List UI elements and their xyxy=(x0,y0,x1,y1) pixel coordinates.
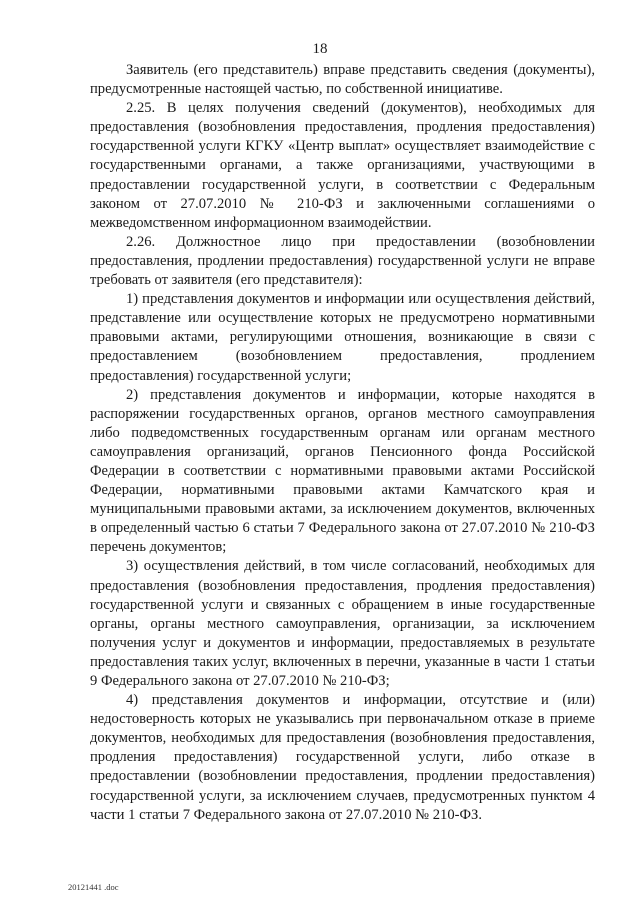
list-item-3: 3) осуществления действий, в том числе согласований, необходимых для предоставления (возобновления предоставления, продления предоставления) государственной услуги и связанных с обращением в иные государственные органы, органы местного самоуправления, организации, за исключением получения услуг и документов и информации, предоставляемых в результате предоставления таких услуг, включенных в перечни, указанные в части 1 статьи 9 Федерального закона от 27.07.2010 № 210-ФЗ; xyxy=(90,558,595,689)
paragraph-2-25: 2.25. В целях получения сведений (документов), необходимых для предоставления (возобновления предоставления, продления предоставления) государственной услуги КГКУ «Центр выплат» осуществляет взаимодействие с государственными органами, а также организациями, участвующими в предоставлении государственной услуги, в соответствии с Федеральным законом от 27.07.2010 № 210-ФЗ и заключенными соглашениями о межведомственном информационном взаимодействии. xyxy=(90,100,595,231)
paragraph-initiative: Заявитель (его представитель) вправе представить сведения (документы), предусмотренные настоящей частью, по собственной инициативе. xyxy=(90,62,595,98)
document-body xyxy=(90,61,595,825)
list-item-2: 2) представления документов и информации, которые находятся в распоряжении государственных органов, органов местного самоуправления либо подведомственных государственным органам или органам местного самоуправления организаций, органов Пенсионного фонда Российской Федерации в соответствии с нормативными правовыми актами Российской Федерации, нормативными правовыми актами Камчатского края и муниципальными правовыми актами, за исключением документов, включенных в определенный частью 6 статьи 7 Федерального закона от 27.07.2010 № 210-ФЗ перечень документов; xyxy=(90,386,595,556)
file-name-footer: 20121441 .doc xyxy=(68,882,119,892)
page-number: 18 xyxy=(312,41,328,57)
paragraph-2-26: 2.26. Должностное лицо при предоставлении (возобновлении предоставления, продлении предоставления) государственной услуги не вправе требовать от заявителя (его представителя): xyxy=(90,233,595,289)
list-item-1: 1) представления документов и информации или осуществления действий, представление или осуществление которых не предусмотрено нормативными правовыми актами, регулирующими отношения, возникающие в связи с предоставлением (возобновлением предоставления, продлением предоставления) государственной услуги; xyxy=(90,291,595,384)
list-item-4: 4) представления документов и информации, отсутствие и (или) недостоверность которых не указывались при первоначальном отказе в приеме документов, необходимых для предоставления (возобновления предоставления, продления предоставления) государственной услуги, либо отказе в предоставлении (возобновлении предоставления, продлении предоставления) государственной услуги, за исключением случаев, предусмотренных пунктом 4 части 1 статьи 7 Федерального закона от 27.07.2010 № 210-ФЗ. xyxy=(90,692,595,823)
